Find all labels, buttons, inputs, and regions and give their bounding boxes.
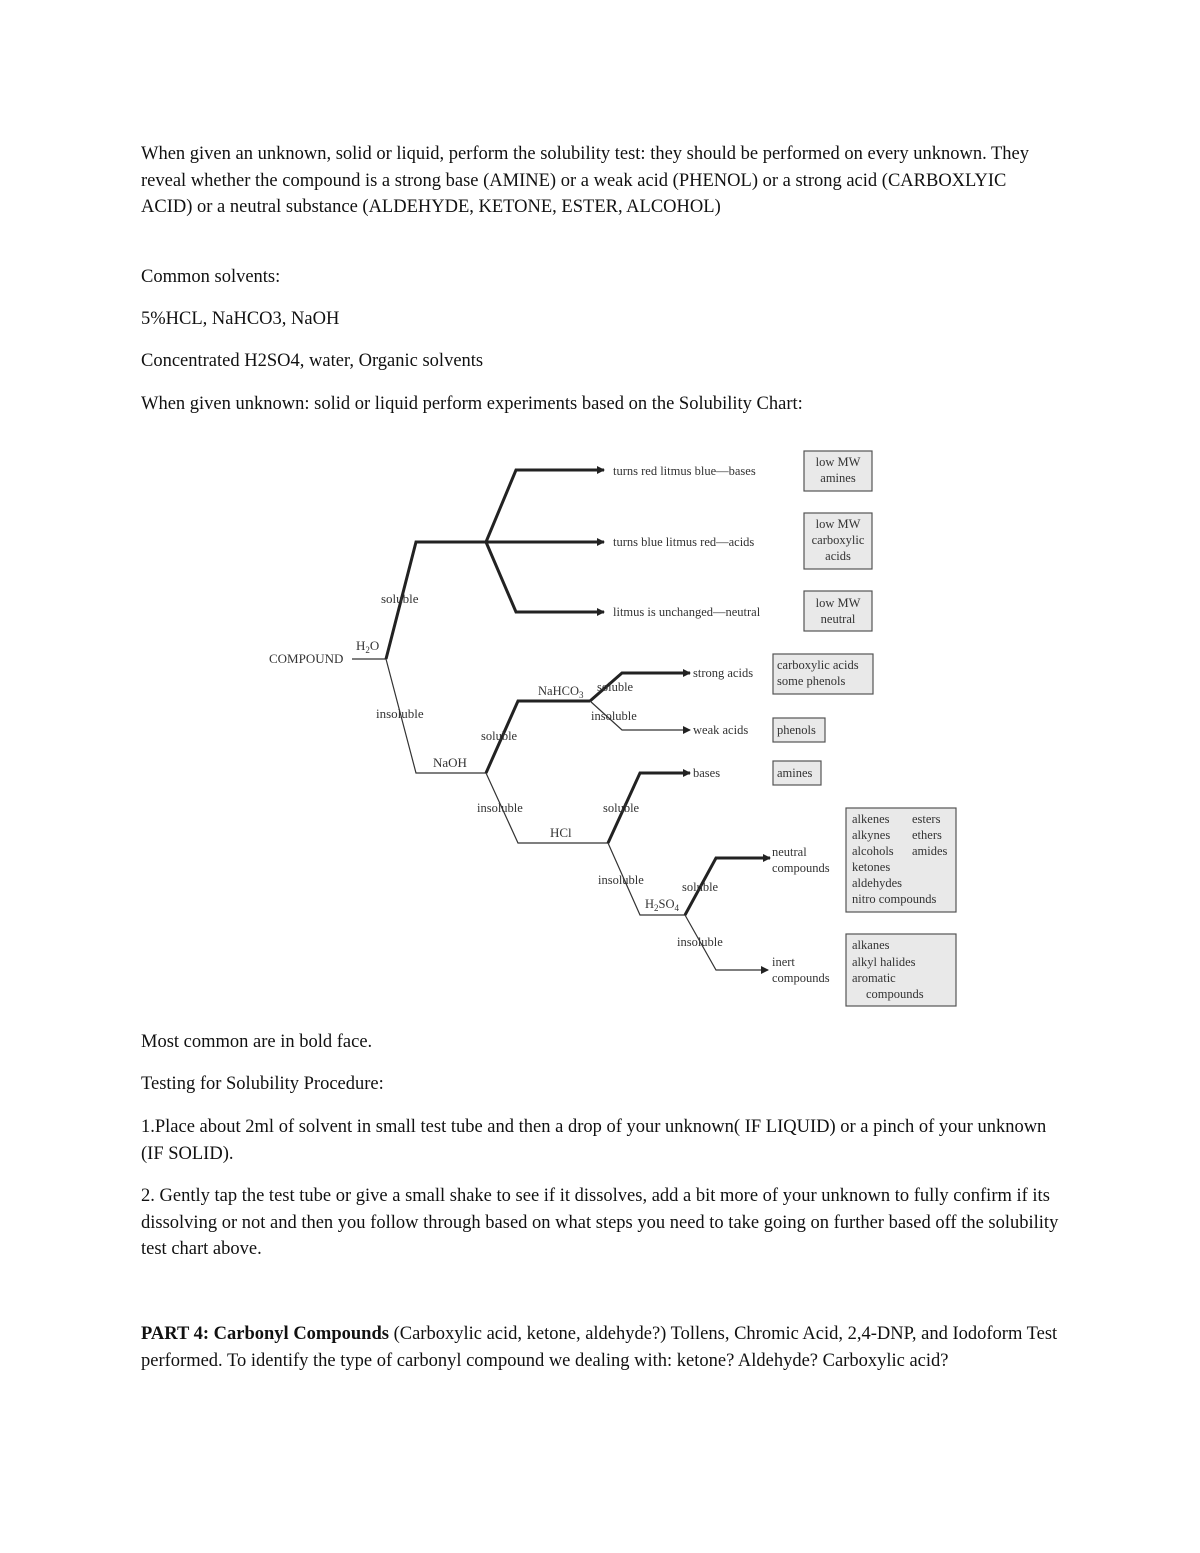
solvents-line-2: Concentrated H2SO4, water, Organic solvents (141, 351, 484, 371)
compound-label: COMPOUND (269, 651, 344, 666)
bold-note: Most common are in bold face. (141, 1032, 373, 1052)
solvents-line-1: 5%HCL, NaHCO3, NaOH (141, 309, 340, 329)
h2o-label: $H_2O$ (356, 638, 380, 655)
part4-text: (Carboxylic acid, ketone, aldehyde?) Tollens, Chromic Acid, 2,4-DNP, and Iodoform Test performed. To identify the type of carbonyl compound we dealing with: ketone? Aldehyde? Carboxylic acid? (141, 1324, 1058, 1371)
naoh-insoluble-label: insoluble (477, 801, 523, 815)
chart-intro: When given unknown: solid or liquid perform experiments based on the Solubility Chart: (141, 394, 803, 414)
procedure-title: Testing for Solubility Procedure: (141, 1074, 384, 1094)
box-text: phenols (777, 723, 816, 737)
branch-neutral-arrow (486, 542, 604, 612)
box-text: amines (820, 471, 856, 485)
neutral-compounds-label-1: neutral (772, 845, 807, 859)
box-text: neutral (820, 612, 856, 626)
inert-compounds-label-1: inert (772, 955, 795, 969)
box-text: alkynes (852, 828, 891, 842)
box-text: carboxylic (811, 533, 865, 547)
intro-paragraph: When given an unknown, solid or liquid, perform the solubility test: they should be performed on every unknown. They reveal whether the compound is a strong base (AMINE) or a weak acid (PHENOL) or a strong acid (CARBOXLYIC ACID) or a neutral substance (ALDEHYDE, KETONE, ESTER, ALCOHOL) (141, 144, 1030, 218)
branch-bases-arrow (486, 470, 604, 542)
common-solvents-label: Common solvents: (141, 267, 281, 287)
branch-neutral-label: litmus is unchanged—neutral (613, 605, 761, 619)
branch-bases-label: turns red litmus blue—bases (613, 464, 756, 478)
strong-acids-label: strong acids (693, 666, 754, 680)
bases-label: bases (693, 766, 721, 780)
box-text: alcohols (852, 844, 894, 858)
h2so4-insoluble-label: insoluble (677, 935, 723, 949)
box-text: low MW (815, 455, 861, 469)
box-text: esters (912, 812, 941, 826)
box-text: carboxylic acids (777, 658, 859, 672)
hcl-insoluble-label: insoluble (598, 873, 644, 887)
box-text: low MW (815, 596, 861, 610)
naoh-soluble-label: soluble (481, 729, 518, 743)
naoh-label: NaOH (433, 755, 467, 770)
box-text: aldehydes (852, 876, 902, 890)
box-text: alkenes (852, 812, 890, 826)
nahco3-label: NaHCO$_3$ (538, 684, 584, 700)
hcl-soluble-label: soluble (603, 801, 640, 815)
box-text: alkanes (852, 938, 890, 952)
part4-heading: PART 4: Carbonyl Compounds (141, 1324, 389, 1344)
box-text: alkyl halides (852, 955, 916, 969)
box-text: amines (777, 766, 813, 780)
nahco3-insoluble-label: insoluble (591, 709, 637, 723)
procedure-step-2: 2. Gently tap the test tube or give a small shake to see if it dissolves, add a bit more of your unknown to fully confirm if its dissolving or not and then you follow through based on what steps you need to take going on further based off the solubility test chart above. (141, 1186, 1059, 1260)
branch-acids-label: turns blue litmus red—acids (613, 535, 755, 549)
h2o-soluble-label: soluble (381, 591, 419, 606)
box-text: amides (912, 844, 948, 858)
box-text: ethers (912, 828, 942, 842)
part4-paragraph (141, 1321, 1061, 1374)
box-text: aromatic (852, 971, 896, 985)
hcl-label: HCl (550, 825, 572, 840)
box-text: acids (825, 549, 851, 563)
box-text: compounds (866, 987, 924, 1001)
h2so4-soluble-label: soluble (682, 880, 719, 894)
box-text: nitro compounds (852, 892, 937, 906)
procedure-step-1: 1.Place about 2ml of solvent in small test tube and then a drop of your unknown( IF LIQUID) or a pinch of your unknown (IF SOLID). (141, 1117, 1047, 1164)
h2o-insoluble-label: insoluble (376, 706, 424, 721)
box-text: low MW (815, 517, 861, 531)
h2so4-label: $H_2SO_4$ (645, 897, 680, 913)
box-text: some phenols (777, 674, 846, 688)
box-text: ketones (852, 860, 891, 874)
neutral-compounds-label-2: compounds (772, 861, 830, 875)
nahco3-soluble-label: soluble (597, 680, 634, 694)
inert-compounds-label-2: compounds (772, 971, 830, 985)
weak-acids-label: weak acids (693, 723, 749, 737)
